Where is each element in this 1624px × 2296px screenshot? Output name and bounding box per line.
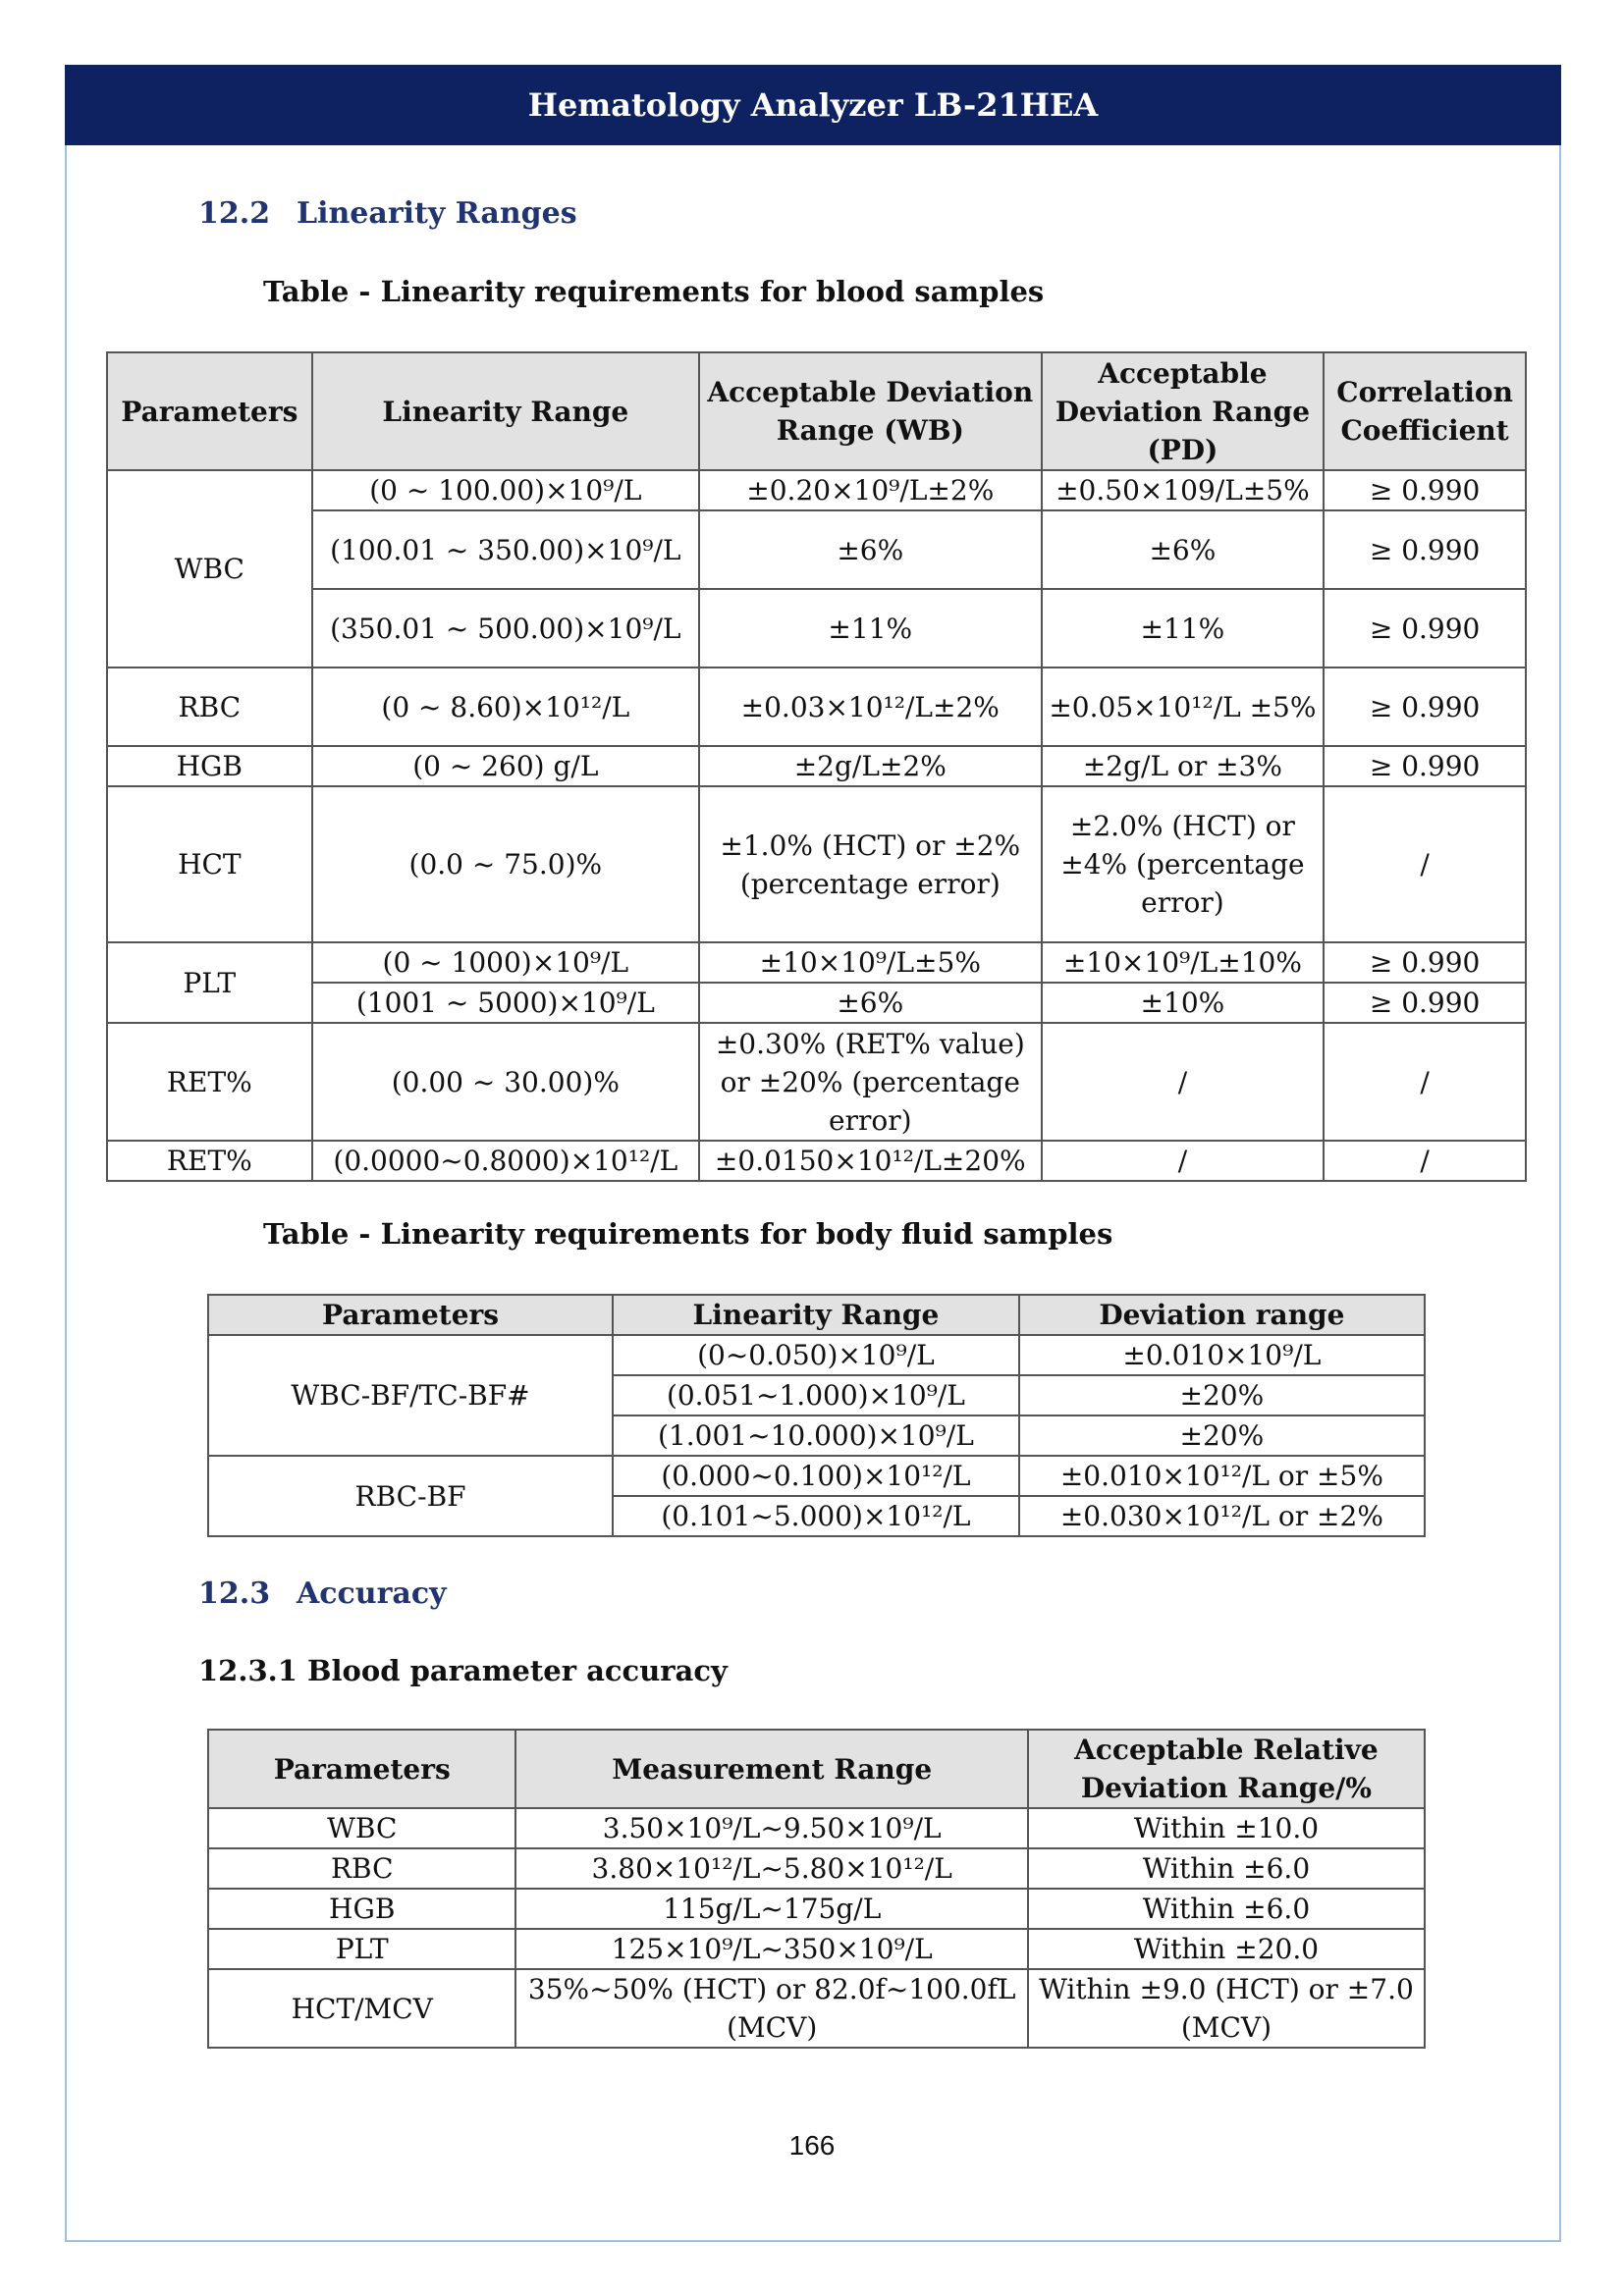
table-header-row <box>208 1295 1425 1335</box>
table-header-row <box>208 1730 1425 1808</box>
table-row <box>107 746 1526 786</box>
range-cell: 3.50×10⁹/L~9.50×10⁹/L <box>515 1808 1027 1848</box>
range-cell: (350.01 ~ 500.00)×10⁹/L <box>312 589 699 667</box>
wb-cell: ±1.0% (HCT) or ±2% (percentage error) <box>699 786 1042 942</box>
section-number: 12.3 <box>198 1576 271 1611</box>
table-header-row <box>107 352 1526 470</box>
param-cell: PLT <box>107 942 312 1023</box>
corr-cell: ≥ 0.990 <box>1324 470 1526 510</box>
param-cell: RBC <box>208 1848 515 1889</box>
dev-cell: Within ±6.0 <box>1028 1889 1425 1929</box>
range-cell: (0 ~ 1000)×10⁹/L <box>312 942 699 983</box>
dev-cell: ±20% <box>1019 1375 1425 1415</box>
range-cell: (0.00 ~ 30.00)% <box>312 1023 699 1141</box>
subsection-heading-12-3-1: 12.3.1 Blood parameter accuracy <box>198 1654 728 1687</box>
table-row <box>208 1889 1425 1929</box>
wb-cell: ±0.20×10⁹/L±2% <box>699 470 1042 510</box>
section-title: Accuracy <box>297 1576 447 1611</box>
table-row <box>208 1929 1425 1969</box>
wb-cell: ±6% <box>699 983 1042 1023</box>
range-cell: (0 ~ 100.00)×10⁹/L <box>312 470 699 510</box>
corr-cell: ≥ 0.990 <box>1324 589 1526 667</box>
header-deviation-range: Deviation range <box>1019 1295 1425 1335</box>
wb-cell: ±2g/L±2% <box>699 746 1042 786</box>
wb-cell: ±0.30% (RET% value) or ±20% (percentage error) <box>699 1023 1042 1141</box>
section-heading-12-3 <box>198 1576 447 1611</box>
blood-accuracy-table <box>207 1729 1426 2049</box>
table-row <box>208 1808 1425 1848</box>
dev-cell: ±0.030×10¹²/L or ±2% <box>1019 1496 1425 1536</box>
param-cell: RBC <box>107 667 312 746</box>
wb-cell: ±10×10⁹/L±5% <box>699 942 1042 983</box>
header-linearity-range: Linearity Range <box>312 352 699 470</box>
table2-caption: Table - Linearity requirements for body fluid samples <box>263 1217 1113 1251</box>
corr-cell: ≥ 0.990 <box>1324 983 1526 1023</box>
range-cell: (0.000~0.100)×10¹²/L <box>613 1456 1019 1496</box>
range-cell: (0.0000~0.8000)×10¹²/L <box>312 1141 699 1181</box>
wb-cell: ±6% <box>699 510 1042 589</box>
range-cell: 35%~50% (HCT) or 82.0f~100.0fL (MCV) <box>515 1969 1027 2048</box>
section-heading-12-2 <box>198 196 577 231</box>
range-cell: 3.80×10¹²/L~5.80×10¹²/L <box>515 1848 1027 1889</box>
body-fluid-linearity-table <box>207 1294 1426 1537</box>
section-title: Linearity Ranges <box>297 196 577 231</box>
range-cell: (100.01 ~ 350.00)×10⁹/L <box>312 510 699 589</box>
range-cell: (1.001~10.000)×10⁹/L <box>613 1415 1019 1456</box>
header-deviation-pd: Acceptable Deviation Range (PD) <box>1042 352 1325 470</box>
range-cell: (0 ~ 260) g/L <box>312 746 699 786</box>
param-cell: WBC-BF/TC-BF# <box>208 1335 613 1456</box>
corr-cell: / <box>1324 1141 1526 1181</box>
param-cell: WBC <box>208 1808 515 1848</box>
pd-cell: ±0.05×10¹²/L ±5% <box>1042 667 1325 746</box>
header-parameters: Parameters <box>208 1730 515 1808</box>
corr-cell: / <box>1324 1023 1526 1141</box>
table1-caption: Table - Linearity requirements for blood samples <box>263 275 1045 308</box>
range-cell: (0~0.050)×10⁹/L <box>613 1335 1019 1375</box>
header-correlation: Correlation Coefficient <box>1324 352 1526 470</box>
pd-cell: / <box>1042 1141 1325 1181</box>
table-row <box>208 1335 1425 1375</box>
dev-cell: Within ±6.0 <box>1028 1848 1425 1889</box>
param-cell: RET% <box>107 1141 312 1181</box>
section-number: 12.2 <box>198 196 271 231</box>
pd-cell: ±10×10⁹/L±10% <box>1042 942 1325 983</box>
range-cell: 125×10⁹/L~350×10⁹/L <box>515 1929 1027 1969</box>
wb-cell: ±0.03×10¹²/L±2% <box>699 667 1042 746</box>
header-parameters: Parameters <box>107 352 312 470</box>
range-cell: (0.051~1.000)×10⁹/L <box>613 1375 1019 1415</box>
wb-cell: ±0.0150×10¹²/L±20% <box>699 1141 1042 1181</box>
corr-cell: / <box>1324 786 1526 942</box>
pd-cell: ±2g/L or ±3% <box>1042 746 1325 786</box>
dev-cell: ±20% <box>1019 1415 1425 1456</box>
table-row <box>107 470 1526 510</box>
corr-cell: ≥ 0.990 <box>1324 510 1526 589</box>
range-cell: 115g/L~175g/L <box>515 1889 1027 1929</box>
header-relative-deviation: Acceptable Relative Deviation Range/% <box>1028 1730 1425 1808</box>
dev-cell: Within ±9.0 (HCT) or ±7.0 (MCV) <box>1028 1969 1425 2048</box>
corr-cell: ≥ 0.990 <box>1324 746 1526 786</box>
param-cell: WBC <box>107 470 312 667</box>
param-cell: HCT/MCV <box>208 1969 515 2048</box>
pd-cell: ±10% <box>1042 983 1325 1023</box>
param-cell: HGB <box>107 746 312 786</box>
table-row <box>107 983 1526 1023</box>
range-cell: (1001 ~ 5000)×10⁹/L <box>312 983 699 1023</box>
pd-cell: ±2.0% (HCT) or ±4% (percentage error) <box>1042 786 1325 942</box>
header-deviation-wb: Acceptable Deviation Range (WB) <box>699 352 1042 470</box>
table-row <box>208 1969 1425 2048</box>
header-measurement-range: Measurement Range <box>515 1730 1027 1808</box>
param-cell: HCT <box>107 786 312 942</box>
page-number: 166 <box>788 2130 836 2161</box>
wb-cell: ±11% <box>699 589 1042 667</box>
table-row <box>107 1023 1526 1141</box>
table-row <box>107 589 1526 667</box>
table-row <box>208 1456 1425 1496</box>
param-cell: RET% <box>107 1023 312 1141</box>
corr-cell: ≥ 0.990 <box>1324 942 1526 983</box>
table-row <box>107 942 1526 983</box>
dev-cell: Within ±10.0 <box>1028 1808 1425 1848</box>
blood-linearity-table <box>106 351 1527 1182</box>
dev-cell: ±0.010×10⁹/L <box>1019 1335 1425 1375</box>
header-title: Hematology Analyzer LB-21HEA <box>527 86 1099 124</box>
pd-cell: ±6% <box>1042 510 1325 589</box>
table-row <box>107 786 1526 942</box>
dev-cell: Within ±20.0 <box>1028 1929 1425 1969</box>
header-linearity-range: Linearity Range <box>613 1295 1019 1335</box>
dev-cell: ±0.010×10¹²/L or ±5% <box>1019 1456 1425 1496</box>
table-row <box>208 1848 1425 1889</box>
param-cell: RBC-BF <box>208 1456 613 1536</box>
param-cell: PLT <box>208 1929 515 1969</box>
header-parameters: Parameters <box>208 1295 613 1335</box>
param-cell: HGB <box>208 1889 515 1929</box>
pd-cell: / <box>1042 1023 1325 1141</box>
page-header-banner <box>65 65 1561 145</box>
pd-cell: ±11% <box>1042 589 1325 667</box>
range-cell: (0.101~5.000)×10¹²/L <box>613 1496 1019 1536</box>
table-row <box>107 510 1526 589</box>
range-cell: (0.0 ~ 75.0)% <box>312 786 699 942</box>
table-row <box>107 1141 1526 1181</box>
corr-cell: ≥ 0.990 <box>1324 667 1526 746</box>
table-row <box>107 667 1526 746</box>
range-cell: (0 ~ 8.60)×10¹²/L <box>312 667 699 746</box>
pd-cell: ±0.50×109/L±5% <box>1042 470 1325 510</box>
